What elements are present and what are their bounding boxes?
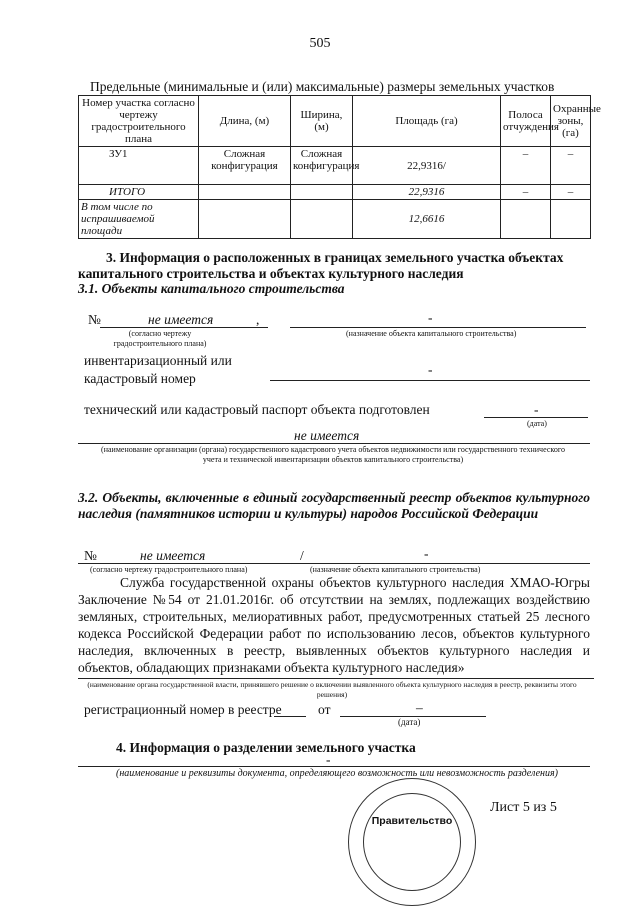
heritage-decision-text: Служба государственной охраны объектов культурного наследия ХМАО-Югры Заключение №54 от 21.01.2016г. об отсутствии на землях, подлежащих воздействию земляных, строительных, мелиоративных работ, предусмотренных статьей 25 лесного кодекса Российской Федерации работ по использованию лесов, объектов культурного наследия, включенных в реестр, выявленных объектов культурного наследия и объектов, обладающих признаками объекта культурного наследия»: [78, 575, 590, 675]
cell-area: 22,9316/: [353, 147, 501, 185]
cell-empty: [291, 200, 353, 239]
cell-total-exclusion: –: [501, 185, 551, 200]
cell-total-area: 22,9316: [353, 185, 501, 200]
section4-heading: 4. Информация о разделении земельного участка: [116, 740, 416, 755]
registry-number-field: [274, 716, 306, 717]
number-caption: (согласно чертежу градостроительного плана): [90, 565, 248, 574]
seal-inner-ring: [363, 793, 461, 891]
cell-empty: [501, 200, 551, 239]
seal-text: Правительство: [371, 815, 453, 827]
cell-exclusion: –: [501, 147, 551, 185]
cell-total-protection: –: [551, 185, 591, 200]
number-caption: (согласно чертежу градостроительного плана): [113, 329, 207, 348]
heritage-purpose-value: -: [424, 546, 429, 561]
passport-label: технический или кадастровый паспорт объекта подготовлен: [84, 402, 430, 417]
object-number-value: не имеется: [148, 312, 214, 327]
underline: [484, 417, 588, 418]
registry-date-value: –: [416, 700, 423, 715]
header-protection-zones: Охранные зоны, (га): [551, 96, 591, 147]
underline: [78, 766, 590, 767]
purpose-caption: (назначение объекта капитального строительства): [310, 565, 481, 574]
official-seal: [348, 778, 476, 906]
underline: [78, 443, 590, 444]
cell-requested-area: 12,6616: [353, 200, 501, 239]
inventory-label: инвентаризационный или кадастровый номер: [84, 353, 232, 386]
header-area: Площадь (га): [353, 96, 501, 147]
page-number: 505: [309, 36, 331, 51]
object-purpose-value: -: [428, 310, 433, 325]
section4-value: -: [326, 752, 331, 767]
heritage-number-value: не имеется: [140, 548, 206, 563]
registry-number-label: регистрационный номер в реестре: [84, 702, 282, 717]
cell-empty: [199, 185, 291, 200]
header-plot-number: Номер участка согласно чертежу градостроительного плана: [79, 96, 199, 147]
section3-heading: 3. Информация о расположенных в границах земельного участка объектах капитального строительства и объектах культурного наследия: [78, 250, 564, 281]
date-caption: (дата): [527, 419, 547, 428]
comma: ,: [256, 312, 260, 327]
table-row: [79, 147, 591, 185]
date-caption: (дата): [398, 717, 421, 727]
slash: /: [300, 548, 304, 563]
decision-caption: (наименование органа государственной власти, принявшего решение о включении выявленного объекта культурного наследия в реестр, реквизиты этого решения): [87, 680, 577, 699]
cell-total-label: ИТОГО: [79, 185, 199, 200]
table-header-row: [79, 96, 591, 147]
passport-date-value: -: [534, 402, 539, 417]
registry-from-label: от: [318, 702, 331, 717]
table-row-total: [79, 185, 591, 200]
cell-requested-label: В том числе по испрашиваемой площади: [79, 200, 199, 239]
sheet-label: Лист 5 из 5: [490, 800, 557, 815]
section4-caption: (наименование и реквизиты документа, определяющего возможность или невозможность разделения): [116, 768, 558, 779]
underline: [78, 678, 594, 679]
header-exclusion-strip: Полоса отчуждения: [501, 96, 551, 147]
cell-plot-number: ЗУ1: [79, 147, 199, 185]
section31-heading: 3.1. Объекты капитального строительства: [78, 281, 345, 296]
cell-empty: [199, 200, 291, 239]
header-length: Длина, (м): [199, 96, 291, 147]
header-width: Ширина, (м): [291, 96, 353, 147]
underline: [100, 327, 268, 328]
table-row-requested: [79, 200, 591, 239]
number-sign: №: [84, 548, 97, 563]
cell-empty: [291, 185, 353, 200]
organization-caption: (наименование организации (органа) государственного кадастрового учета объектов недвижимости или государственного технического учета и технической инвентаризации объектов капитального строительства): [101, 445, 565, 464]
table-caption: Предельные (минимальные и (или) максимальные) размеры земельных участков: [90, 79, 555, 94]
underline: [270, 380, 590, 381]
cell-protection: –: [551, 147, 591, 185]
cell-empty: [551, 200, 591, 239]
section32-heading: 3.2. Объекты, включенные в единый государственный реестр объектов культурного наследия (памятников истории и культуры) народов Российской Федерации: [78, 490, 590, 521]
organization-value: не имеется: [294, 428, 360, 443]
number-sign: №: [88, 312, 101, 327]
cell-length: Сложная конфигурация: [199, 147, 291, 185]
inventory-value: -: [428, 362, 433, 377]
cell-width: Сложная конфигурация: [291, 147, 353, 185]
purpose-caption: (назначение объекта капитального строительства): [346, 329, 517, 338]
plot-size-table: [78, 95, 601, 239]
underline: [78, 563, 590, 564]
underline: [290, 327, 586, 328]
